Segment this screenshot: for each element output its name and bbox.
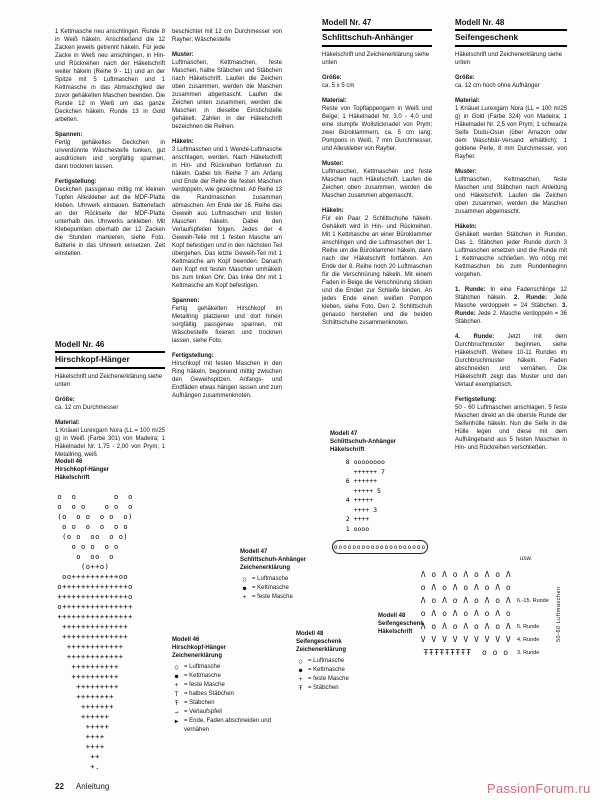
runde-3-label: 3. Runde: — [455, 303, 567, 317]
model-46-section — [55, 340, 165, 459]
chart-row — [420, 568, 565, 581]
section-heading-muster: Muster: — [172, 52, 194, 58]
model-46-title: Hirschkopf-Hänger — [55, 354, 130, 364]
chart-symbol-row: ++++++++++++ — [48, 643, 143, 651]
chart-symbol-row: +++++++++++++++o — [48, 593, 143, 601]
paragraph-spannen: Fertig gehäkelten Hirschkopf im Metallring platzieren und dort hinein sorgfältig passgenau spannen, mit Wäschesteife fixieren und trocknen lassen, siehe Foto. — [172, 306, 282, 344]
legend-item — [296, 666, 376, 675]
paragraph-runde-4 — [455, 333, 567, 389]
model-47-number: Modell Nr. 47 — [322, 18, 372, 27]
legend-caption-line: Seifengeschenk — [296, 639, 342, 645]
model-47-note: Häkelschrift und Zeichenerklärung siehe unten — [322, 52, 430, 66]
paragraph-runden-1-3 — [455, 286, 567, 326]
paragraph-continuation: 1 Kettmasche neu anschlingen. Runde 8 in Weiß häkeln. Anschließend die 12 Zacken jeweils getrennt häkeln. Für jede Zacke in Weiß neu anschlingen, in Hin- und Rückreihen nach der Häkelschrift weiter häkeln (Reihe 9 - 11) und an der Spitze mit 5 Luftmaschen und 1 Kettmasche in das Abmaschglied der zuvor gehäkelten Maschen beenden. Die Runde 12 in Weiß um das ganze Deckchen häkeln. Runde 13 in Gold arbeiten. — [55, 29, 165, 123]
legend-symbol: Ŧ — [298, 685, 303, 692]
chart-symbol-row: +++++++ — [48, 703, 143, 711]
legend-symbol: + — [298, 676, 303, 683]
chart-symbol-row: (o o o o o o) — [48, 513, 143, 521]
usw-label: usw. — [520, 556, 533, 562]
chart-row-label: 4. Runde — [517, 636, 540, 643]
heading-rule — [455, 45, 567, 47]
section-heading-fertigstellung: Fertigstellung: — [55, 179, 97, 185]
section-heading-haekeln: Häkeln: — [455, 224, 477, 230]
crochet-chart-46 — [48, 492, 168, 772]
chart-46-caption-line: Häkelschrift — [55, 475, 90, 481]
chart-symbol-row: oo++++++++++oo — [48, 573, 143, 581]
legend-label: = Kettmasche — [308, 667, 345, 673]
paragraph-fertigstellung: Hirschkopf mit festen Maschen in den Ring häkeln, beginnend mittig zwischen den Geweihspitzen. Anfangs- und Endfäden etwas hängen lassen und zum Aufhängen zusammenknoten. — [172, 361, 282, 399]
chart-48-caption-line: Häkelschrift — [378, 629, 413, 635]
legend-label: = Luftmasche — [184, 664, 221, 670]
legend-symbol: ● — [298, 667, 303, 674]
legend-label: = Verlaufspfeil — [184, 709, 222, 715]
legend-item — [172, 690, 290, 699]
chart-row-symbols: o Λ o Λ o Λ o Λ o — [420, 583, 512, 592]
runde-4-text: Jetzt mit dem Durchbruchmuster beginnen, siehe Häkelschrift. Weitere 10-11 Runden im Durchbruchmuster häkeln. Faden abschneiden und vernähen. Die Häkelschrift zeigt das Muster und den Verlauf exemplarisch. — [455, 334, 567, 388]
chart-row-symbols: o Λ o Λ o Λ o Λ o — [420, 609, 512, 618]
legend-item — [240, 593, 340, 602]
legend-item — [296, 675, 376, 684]
paragraph-fertigstellung: 50 - 60 Luftmaschen anschlagen. 5 feste Maschen direkt an die oberste Runde der Seifenhülle häkeln. Nun die Seife in die Hülle legen und diese mit dem Aufhängeband aus 5 festen Maschen in Hin- und Rückreihen verschließen. — [455, 405, 567, 451]
section-heading-material: Material: — [55, 420, 80, 426]
crochet-chart-48 — [420, 568, 565, 659]
column-1 — [55, 28, 165, 258]
chart-symbol-row: 4 +++++ — [334, 496, 374, 504]
chart-symbol-row: o o o o — [48, 493, 143, 501]
legend-item — [296, 684, 376, 693]
legend-item — [172, 708, 290, 717]
paragraph-groesse: ca. 12 cm hoch ohne Aufhänger — [455, 83, 540, 89]
section-heading-fertigstellung: Fertigstellung: — [172, 353, 214, 359]
runde-2-label: 2. Runde: — [514, 295, 547, 301]
legend-symbol: T — [174, 691, 179, 698]
legend-caption-line: Hirschkopf-Hänger — [172, 645, 227, 651]
column-4 — [455, 18, 567, 452]
section-heading-material: Material: — [322, 98, 347, 104]
legend-caption-line: Modell 48 — [296, 631, 324, 637]
chart-symbol-row: (o o oo o o) — [48, 533, 143, 541]
section-heading-fertigstellung: Fertigstellung: — [455, 397, 497, 403]
legend-symbol: + — [174, 682, 179, 689]
section-heading-haekeln: Häkeln: — [322, 208, 344, 214]
legend-symbol: ● — [174, 673, 179, 680]
legend-label: = Luftmasche — [252, 576, 289, 582]
chart-symbol-row: (o++o) — [48, 563, 143, 571]
chart-row — [420, 607, 565, 620]
chart-symbol-row: 1 oooo — [334, 524, 370, 533]
chart-row — [420, 594, 565, 607]
chain-row: oooooooooooooooooooo — [333, 543, 427, 551]
chart-47-caption-line: Häkelschrift — [330, 447, 365, 453]
chart-48-caption-line: Modell 48 — [378, 613, 406, 619]
paragraph-groesse: ca. 5 x 5 cm — [322, 83, 355, 89]
model-47-title: Schlittschuh-Anhänger — [322, 32, 414, 42]
runde-2-text: Jede Masche verdoppeln = 24 Stäbchen. — [455, 295, 568, 309]
chart-symbol-row: 6 ++++++ — [334, 477, 378, 485]
legend-symbol: ○ — [242, 576, 247, 583]
chart-symbol-row: ++++++++++ — [48, 663, 143, 671]
paperclip-outline — [332, 540, 428, 554]
chart-symbol-row: o++++++++++++++o — [48, 583, 143, 591]
legend-46 — [172, 636, 290, 735]
legend-label: = feste Masche — [184, 682, 225, 688]
chart-46-caption-line: Hirschkopf-Hänger — [55, 467, 110, 473]
chart-symbol-row: o o o o o — [48, 543, 143, 551]
chart-symbol-row: +++++++++ — [48, 683, 143, 691]
chart-symbol-row: +++++ 5 — [334, 486, 381, 495]
chart-row-symbols: Λ o Λ o Λ o Λ o Λ — [420, 622, 512, 631]
paragraph-spannen: Fertig gehäkeltes Deckchen in unverdünnte Wäschesteife tunken, gut ausdrücken und sorgfältig spannen, dann trocknen lassen. — [55, 140, 165, 170]
legend-item — [296, 657, 376, 666]
runde-3-text: Jede 2. Masche verdoppeln = 36 Stäbchen. — [455, 311, 567, 325]
section-heading-groesse: Größe: — [455, 75, 475, 81]
chart-47-caption — [330, 430, 440, 454]
chart-symbol-row: ++ — [48, 753, 143, 761]
legend-caption-line: Schlittschuh-Anhänger — [240, 557, 307, 563]
legend-item — [172, 681, 290, 690]
page-footer — [55, 782, 109, 791]
model-46-number: Modell Nr. 46 — [55, 340, 105, 349]
chart-row-label: 6.-15. Runde — [517, 597, 549, 604]
chart-row-label: 5. Runde — [517, 623, 540, 630]
paragraph-haekeln: Für ein Paar 2 Schlittschuhe häkeln. Gehäkelt wird in Hin- und Rückreihen. Mit 1 Kettmasche an einer Büroklammer anschlingen und die Luftmaschen der 1. Reihe um die Büroklammer häkeln, dann nach der Häkelschrift fortfahren. Am Ende der 8. Reihe noch 20 Luftmaschen für die Verschnürung häkeln. Mit einem Faden in Beige die Verschnürung sticken und die Enden zur Schleife binden. An jedes Ende einen weißen Pompon kleben, siehe Foto. Den 2. Schlittschuh genauso herstellen und die beiden Schlittschuhe zusammenknoten. — [322, 216, 432, 326]
section-heading-groesse: Größe: — [55, 397, 75, 403]
chart-symbol-row: ++++++++ — [48, 693, 143, 701]
chart-row — [420, 646, 565, 659]
paragraph-fertigstellung: Deckchen passgenau mittig mit kleinen Tupfen Alleskleber auf die MDF-Platte kleben. Uhrwerk einbauen. Batteriefach an der Rückseite der MDF-Platte unterhalb des Uhrwerks ankleben. Mit Klebepunkten oberhalb der 12 Zacken die Stunden markieren, siehe Foto. Batterie in das Uhrwerk einsetzen. Zeit einstellen. — [55, 187, 165, 257]
legend-46-items — [172, 663, 290, 735]
chart-symbol-row: ++++++++++++++++ — [48, 613, 143, 621]
chart-row-symbols: V V V V V V V V V — [420, 635, 512, 644]
chart-row-symbols: Λ o Λ o Λ o Λ o Λ — [420, 570, 512, 579]
legend-label: = Ende, Faden abschneiden und vernähen — [184, 718, 271, 733]
chart-symbol-row: o oo o — [48, 553, 143, 561]
model-48-note: Häkelschrift und Zeichenerklärung siehe unten — [455, 52, 563, 66]
section-heading-material: Material: — [455, 98, 480, 104]
legend-label: = Kettmasche — [184, 673, 221, 679]
legend-symbol: ○ — [174, 664, 179, 671]
chart-symbol-row: ++++ — [48, 733, 143, 741]
legend-symbol: ● — [242, 585, 247, 592]
legend-symbol: ▶ — [174, 718, 179, 725]
paragraph-muster: Luftmaschen, Kettmaschen, feste Maschen und Stäbchen nach Anleitung und Häkelschrift. Laufen die Zeichen oben zusammen, werden die Maschen zusammen abgemascht. — [455, 177, 567, 215]
legend-46-caption — [172, 636, 290, 660]
legend-48 — [296, 630, 376, 693]
model-48-title: Seifengeschenk — [455, 32, 519, 42]
paragraph-material: Reste von Topflappengarn in Weiß und Beige; 1 Häkelnadel Nr. 3,0 - 4,0 und eine stumpfe Wollsticknadel von Prym; zwei Büroklammern, ca. 5 cm lang; Pompons in Weiß, 7 mm Durchmesser, und Alleskleber von Rayher. — [322, 106, 432, 152]
chart-row-symbols: ŦŦŦŦŦŦŦŦŦ o o o — [423, 648, 509, 657]
legend-item — [172, 717, 290, 735]
legend-label: = Stäbchen — [184, 700, 215, 706]
paragraph-muster: Luftmaschen, Kettmaschen, feste Maschen, halbe Stäbchen und Stäbchen nach Häkelschrift. Laufen die Zeichen oben zusammen, werden die Maschen zusammen abgemascht. Laufen die Zeichen unten zusammen, werden die Maschen in dieselbe Einstichstelle gehäkelt. Zahlen in der Häkelschrift bezeichnen die Reihen. — [172, 60, 282, 130]
chart-symbol-row: +. — [48, 763, 143, 771]
chart-symbol-row: ++++ 3 — [334, 505, 378, 514]
legend-caption-line: Modell 46 — [172, 637, 200, 643]
chart-symbol-row: ++++++++++++++ — [48, 633, 143, 641]
legend-label: = feste Masche — [252, 594, 293, 600]
chart-symbol-row: 8 oooooooo — [334, 458, 385, 466]
chart-symbol-row: o o o o o o — [48, 523, 143, 531]
paragraph-muster: Luftmaschen, Kettmaschen und feste Maschen nach Häkelschrift. Laufen die Zeichen oben zusammen, werden die Maschen zusammen abgemascht. — [322, 169, 432, 199]
page-number: 22 — [55, 782, 64, 791]
chart-row-label: 3. Runde — [517, 649, 540, 656]
paragraph-haekeln: 3 Luftmaschen und 1 Wende-Luftmasche anschlagen, werden. Nach Häkelschrift in Hin- und Rückreihen fortfahren zu häkeln. Dabei bis Reihe 7 am Anfang und Ende der Reihe die festen Maschen verdoppeln, wie gezeichnet. Ab Reihe 13 die Randmaschen zusammen abmaschen. Am Ende der 16. Reihe das Geweih aus Luftmaschen und festen Maschen häkeln. Dabei den Verlaufspfeilen folgen. Jedes der 4 Geweih-Teile mit 1 festen Masche am Kopf befestigen und in den nächsten Teil übergehen. Das letzte Geweih-Teil mit 1 Kettmasche am Kopf beenden. Danach den Kopf mit festen Maschen umhäkeln bis zum linken Ohr. Das linke Ohr mit 1 Kettmasche am Kopf befestigen. — [172, 147, 282, 289]
legend-caption-line: Zeichenerklärung — [240, 565, 291, 571]
section-heading-groesse: Größe: — [322, 75, 342, 81]
chart-symbol-row: ++++++ 7 — [334, 467, 385, 476]
heading-rule — [55, 367, 165, 369]
legend-caption-line: Zeichenerklärung — [296, 647, 347, 653]
legend-47-caption — [240, 548, 340, 572]
paragraph-material-continued: beschichtet mit 12 cm Durchmesser von Rayher; Wäschesteife — [172, 29, 282, 43]
legend-symbol: ○ — [298, 658, 303, 665]
legend-label: = Luftmasche — [308, 658, 345, 664]
runde-1-text: In eine Fadenschlinge 12 Stäbchen häkeln. — [455, 287, 567, 301]
chart-symbol-row: ++++++++++ — [48, 673, 143, 681]
runde-4-label: 4. Runde: — [455, 334, 495, 340]
crochet-chart-47 — [334, 458, 434, 534]
legend-item — [240, 584, 340, 593]
chart-48-caption-line: Seifengeschenk — [378, 621, 424, 627]
chart-47-caption-line: Schlittschuh-Anhänger — [330, 439, 397, 445]
paragraph-groesse: ca. 12 cm Durchmesser — [55, 405, 119, 411]
section-heading-muster: Muster: — [455, 169, 477, 175]
legend-label: = feste Masche — [308, 676, 349, 682]
legend-caption-line: Modell 47 — [240, 549, 268, 555]
legend-symbol: Ŧ — [174, 700, 179, 707]
chart-47-caption-line: Modell 47 — [330, 431, 358, 437]
legend-48-items — [296, 657, 376, 693]
legend-item — [172, 699, 290, 708]
paragraph-material: 1 Knäuel Lurexgarn Nora (LL = 100 m/25 g) in Gold (Farbe 324) von Madeira; 1 Häkelnadel Nr. 2,5 von Prym; 1 schwarze Seife Dudu-Osun (über Amazon oder dem Waschbär-Versand erhältlich); 1 goldene Perle, 8 mm Durchmesser, von Rayher. — [455, 106, 567, 160]
legend-48-caption — [296, 630, 376, 654]
legend-47-items — [240, 575, 340, 602]
heading-rule — [322, 45, 432, 47]
section-heading-spannen: Spannen: — [55, 132, 83, 138]
paragraph-material: 1 Knäuel Lurexgarn Nora (LL = 100 m/25 g) in Weiß (Farbe 301) von Madeira; 1 Häkelnadel Nr. 1,75 - 2,00 von Prym; 1 Metallring, weiß — [55, 428, 165, 458]
section-label: Anleitung — [75, 782, 110, 791]
chart-row — [420, 620, 565, 633]
model-48-number: Modell Nr. 48 — [455, 18, 505, 27]
column-3 — [322, 18, 432, 327]
legend-item — [172, 663, 290, 672]
chart-row — [420, 633, 565, 646]
legend-label: = halbes Stäbchen — [184, 691, 234, 697]
chart-symbol-row: o o o o o o — [48, 503, 143, 511]
chart-symbol-row: ++++++++++++ — [48, 653, 143, 661]
side-label-luftmaschen: 50-60 Luftmaschen — [556, 586, 562, 642]
legend-item — [240, 575, 340, 584]
chart-symbol-row: ++++++++++++++ — [48, 623, 143, 631]
chart-symbol-row: +++++ — [48, 723, 143, 731]
chart-symbol-row: o+++++++++++++++ — [48, 603, 143, 611]
column-2 — [172, 28, 282, 400]
legend-47 — [240, 548, 340, 602]
chart-symbol-row: 2 ++++ — [334, 515, 370, 523]
chart-symbol-row: ++++++ — [48, 713, 143, 721]
section-heading-haekeln: Häkeln: — [172, 139, 194, 145]
chart-row — [420, 581, 565, 594]
legend-symbol: + — [242, 594, 247, 601]
section-heading-spannen: Spannen: — [172, 298, 200, 304]
legend-label: = Stäbchen — [308, 685, 339, 691]
chart-46-caption-line: Modell 46 — [55, 459, 83, 465]
legend-label: = Kettmasche — [252, 585, 289, 591]
chart-row-symbols: Λ o Λ o Λ o Λ o Λ — [420, 596, 512, 605]
legend-caption-line: Zeichenerklärung — [172, 653, 223, 659]
legend-item — [172, 672, 290, 681]
section-heading-muster: Muster: — [322, 161, 344, 167]
paragraph-haekeln: Gehäkelt werden Stäbchen in Runden. Das 1. Stäbchen jeder Runde durch 3 Luftmaschen ersetzen und die Runde mit 1 Kettmasche schließen. Wo nötig mit Kettmaschen bis zum Rundenbeginn vorgehen. — [455, 232, 567, 278]
legend-symbol: → — [174, 709, 179, 716]
runde-1-label: 1. Runde: — [455, 287, 486, 293]
chart-46-caption — [55, 458, 165, 482]
watermark: PassionForum.ru — [487, 781, 591, 796]
chart-symbol-row: ++++ — [48, 743, 143, 751]
model-46-note: Häkelschrift und Zeichenerklärung siehe unten — [55, 374, 163, 388]
